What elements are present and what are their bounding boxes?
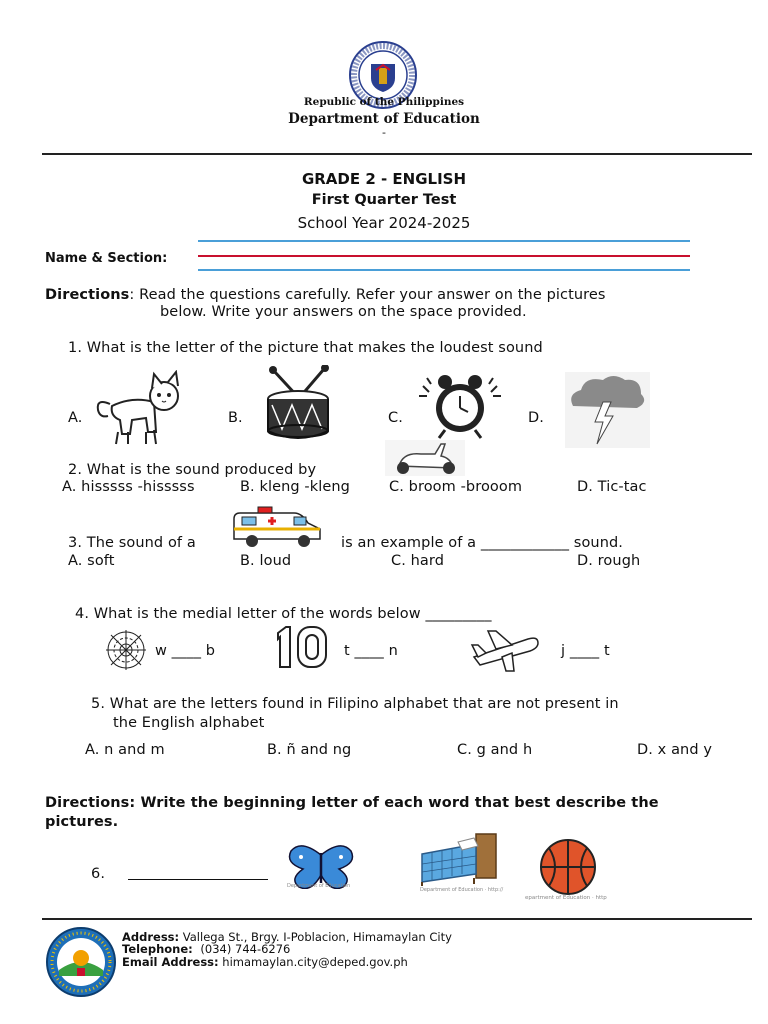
directions-line2: below. Write your answers on the space provided. (160, 304, 527, 320)
alarm-clock-picture (415, 372, 505, 442)
question-4: 4. What is the medial letter of the words below _________ (75, 606, 492, 622)
header-divider (42, 153, 752, 155)
q4-word-web[interactable]: w ____ b (155, 643, 216, 659)
motor-scooter-picture (385, 440, 465, 476)
name-line-top (198, 240, 690, 242)
q4-word-ten[interactable]: t ____ n (344, 643, 398, 659)
department-label: Department of Education (288, 111, 480, 127)
directions2-label: Directions: (45, 795, 136, 811)
division-seal (45, 926, 117, 998)
email-label: Email Address: (122, 955, 219, 969)
footer-telephone (122, 942, 290, 956)
address-value: Vallega St., Brgy. I-Poblacion, Himamaylan City (182, 930, 452, 944)
basketball-picture (533, 838, 603, 896)
bed-caption: Department of Education · http:// (420, 887, 504, 893)
q1-choice-d[interactable]: D. (528, 410, 544, 426)
email-value[interactable]: himamaylan.city@deped.gov.ph (222, 955, 408, 969)
cat-picture (88, 370, 188, 448)
q3-choice-a[interactable]: A. soft (68, 553, 115, 569)
q5-choice-d[interactable]: D. x and y (637, 742, 713, 758)
telephone-label: Telephone: (122, 942, 193, 956)
grade-title: GRADE 2 - ENGLISH (301, 170, 467, 188)
q6-answer-blank[interactable] (128, 879, 268, 880)
directions2-line1 (45, 795, 659, 811)
q4-word-jet[interactable]: j ____ t (561, 643, 610, 659)
directions2-text1: Write the beginning letter of each word that best describe the (140, 795, 659, 811)
header-dash: - (382, 126, 386, 139)
q3-choice-c[interactable]: C. hard (391, 553, 445, 569)
spider-web-picture (103, 628, 149, 672)
q2-choice-a[interactable]: A. hisssss -hisssss (62, 479, 195, 495)
footer-divider (42, 918, 752, 920)
butterfly-caption: Department of Education (287, 883, 351, 889)
q5-choice-b[interactable]: B. ñ and ng (267, 742, 352, 758)
q3-choice-b[interactable]: B. loud (240, 553, 292, 569)
footer-email (122, 955, 408, 969)
q1-choice-a[interactable]: A. (68, 410, 83, 426)
question-1: 1. What is the letter of the picture that makes the loudest sound (68, 340, 543, 356)
telephone-value: (034) 744-6276 (200, 942, 291, 956)
lightning-picture (565, 372, 650, 448)
drum-picture (258, 365, 338, 447)
school-year: School Year 2024-2025 (297, 214, 471, 232)
republic-label: Republic of the Philippines (303, 96, 465, 108)
directions2-line2: pictures. (45, 814, 119, 830)
address-label: Address: (122, 930, 180, 944)
question-3-part-a: 3. The sound of a (68, 535, 196, 551)
directions-label: Directions (45, 287, 130, 303)
directions-text1: : Read the questions carefully. Refer your answer on the pictures (129, 287, 606, 303)
q3-choice-d[interactable]: D. rough (577, 553, 641, 569)
q2-choice-d[interactable]: D. Tic-tac (577, 479, 647, 495)
q5-choice-a[interactable]: A. n and m (85, 742, 165, 758)
question-2: 2. What is the sound produced by (68, 462, 317, 478)
bed-picture (418, 830, 500, 888)
q6-number: 6. (91, 866, 106, 882)
q1-choice-b[interactable]: B. (228, 410, 243, 426)
ambulance-picture (228, 505, 328, 551)
jet-picture (470, 627, 542, 673)
question-5-line1: 5. What are the letters found in Filipino alphabet that are not present in (91, 696, 619, 712)
name-line-bottom (198, 269, 690, 271)
q2-choice-c[interactable]: C. broom -brooom (389, 479, 523, 495)
q5-choice-c[interactable]: C. g and h (457, 742, 533, 758)
test-title: First Quarter Test (311, 192, 457, 208)
name-section-field[interactable] (198, 255, 690, 257)
number-ten-picture (272, 625, 332, 669)
question-3-part-b: is an example of a ____________ sound. (341, 535, 624, 551)
q2-choice-b[interactable]: B. kleng -kleng (240, 479, 350, 495)
question-5-line2: the English alphabet (113, 715, 265, 731)
basketball-caption: epartment of Education · http (525, 895, 607, 901)
q1-choice-c[interactable]: C. (388, 410, 403, 426)
name-section-label: Name & Section: (45, 251, 168, 266)
directions-line1 (45, 287, 606, 303)
